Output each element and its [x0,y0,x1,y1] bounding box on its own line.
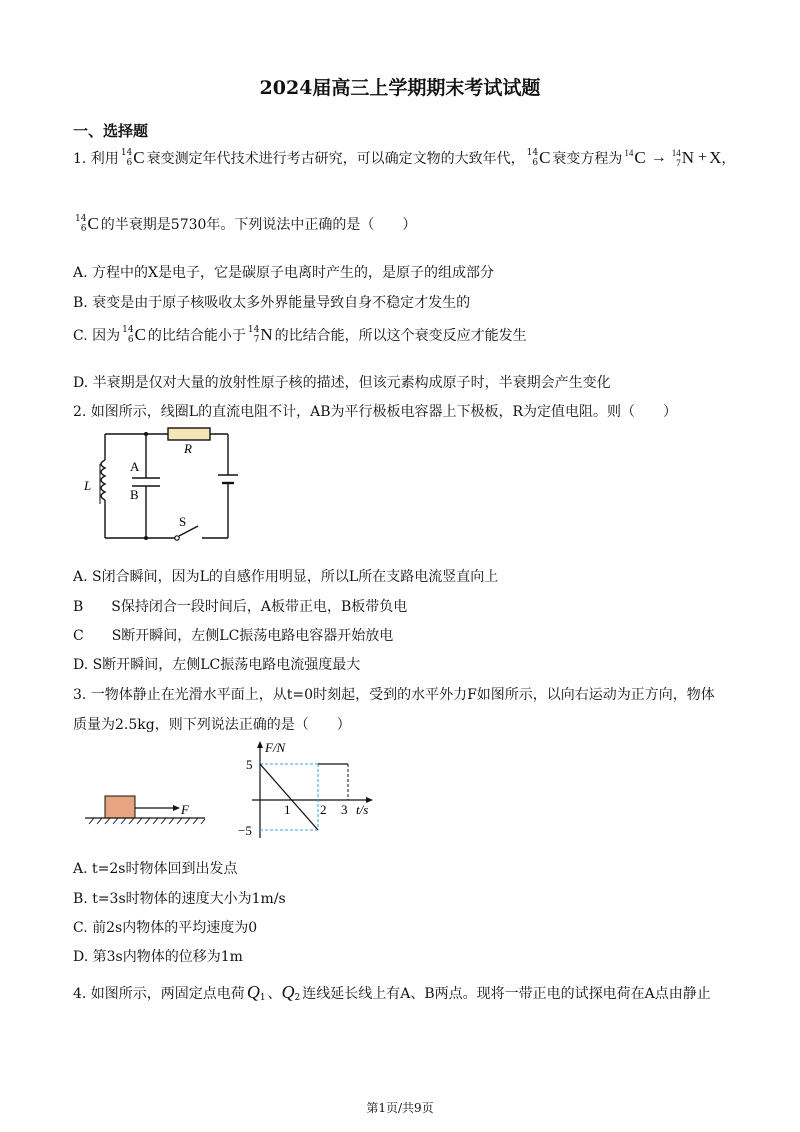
label-b: B [130,487,139,502]
n14-mass: 14 [247,325,260,335]
label-a: A [130,459,140,474]
c14-symbol: C [134,325,146,344]
q4-sep: 、 [267,986,282,1002]
block [105,796,135,818]
n14-symbol: N [260,325,273,344]
label-f: F [181,802,189,817]
q2-circuit-diagram [80,420,250,550]
y-axis-arrow-icon [257,741,263,748]
label-s: S [179,514,187,529]
section-heading: 一、选择题 [73,122,149,140]
c14-mass: 14 [120,148,133,158]
q1-option-a: A. 方程中的X是电子，它是碳原子电离时产生的，是原子的组成部分 [73,265,494,281]
c14-mass: 14 [526,148,539,158]
q4-stem [73,982,711,1003]
q1-text-1: 1. 利用 [73,151,119,167]
c14-mass: 14 [75,214,87,224]
page-title: 2024届高三上学期期末考试试题 [259,77,541,99]
q3-option-d: D. 第3s内物体的位移为1m [73,949,243,965]
eq-c-symbol: C [634,148,646,167]
q1-text-3: 衰变方程为 [552,151,623,167]
q4-text-1: 4. 如图所示，两固定点电荷 [73,986,245,1002]
graph-xlabel: t/s [356,802,369,817]
q3-option-a: A. t=2s时物体回到出发点 [73,861,238,877]
eq-n14 [672,148,694,168]
q4-text-2: 连线延长线上有A、B两点。现将一带正电的试探电荷在A点由静止 [302,986,711,1002]
tick-1: 1 [284,802,291,817]
c14-nuclide [121,148,145,168]
q2-option-c: C S断开瞬间，左侧LC振荡电路电容器开始放电 [73,628,394,644]
label-l: L [84,478,92,493]
q2-stem: 2. 如图所示，线圈L的直流电阻不计，AB为平行极板电容器上下极板，R为定值电阻。则（ ） [73,404,678,420]
q3-force-time-graph [232,738,382,844]
eq-n-symbol: N [681,148,695,167]
tick-neg5: −5 [238,823,252,838]
optc-n14 [248,325,273,345]
force-arrow-icon [173,805,180,811]
q1-option-c-text-3: 的比结合能，所以这个衰变反应才能发生 [274,328,527,344]
q3-stem-line1: 3. 一物体静止在光滑水平面上，从t=0时刻起，受到的水平外力F如图所示，以向右运动为正方向，物体 [73,687,715,703]
q3-block-diagram [85,780,210,830]
q1-option-b: B. 衰变是由于原子核吸收太多外界能量导致自身不稳定才发生的 [73,295,471,311]
c14-number: 6 [126,158,133,168]
q3-option-c: C. 前2s内物体的平均速度为0 [73,920,258,936]
q1-line1 [73,148,735,168]
q1-text-2: 衰变测定年代技术进行考古研究，可以确定文物的大致年代， [146,151,525,167]
q1-option-d: D. 半衰期是仅对大量的放射性原子核的描述，但该元素构成原子时，半衰期会产生变化 [73,375,611,391]
force-segment-1 [260,764,318,830]
q2-option-b: B S保持闭合一段时间后，A板带正电，B板带负电 [73,599,408,615]
page-footer: 第1页/共9页 [366,1101,434,1115]
q1-text-4: ， [721,151,736,167]
q1-option-c-text-1: C. 因为 [73,328,121,344]
eq-arrow: → [650,149,667,166]
q4-charge-q1-sub: 1 [259,993,266,1003]
c14-number: 6 [80,224,87,234]
tick-2: 2 [320,802,327,817]
c14-symbol: C [539,148,551,167]
q2-option-a: A. S闭合瞬间，因为L的自感作用明显，所以L所在支路电流竖直向上 [73,569,499,585]
eq-c-mass: 14 [624,148,634,158]
c14-nuclide-3 [75,214,99,234]
optc-c14 [122,325,146,345]
q1-option-c-text-2: 的比结合能小于 [147,328,246,344]
eq-c14 [624,148,645,168]
q1-text-5: 的半衰期是5730年。下列说法中正确的是（ ） [100,217,417,233]
n14-number: 7 [253,335,260,345]
c14-nuclide-2 [527,148,551,168]
q4-charge-q2: Q [281,982,295,1002]
decay-equation [622,148,721,168]
c14-symbol: C [87,214,99,233]
q1-line2 [73,214,416,234]
eq-plus: + [698,149,708,166]
q4-charge-q1: Q [246,982,260,1002]
c14-number: 6 [532,158,539,168]
q4-charge-q2-sub: 2 [294,993,301,1003]
tick-3: 3 [341,802,348,817]
eq-n-number: 7 [676,158,681,168]
graph-ylabel: F/N [265,740,286,755]
q3-stem-line2: 质量为2.5kg，则下列说法正确的是（ ） [73,717,351,733]
c14-number: 6 [127,335,134,345]
eq-x: X [709,148,722,167]
c14-symbol: C [133,148,145,167]
tick-5: 5 [246,757,253,772]
eq-n-mass: 14 [671,148,681,158]
q3-option-b: B. t=3s时物体的速度大小为1m/s [73,891,286,907]
c14-mass: 14 [122,325,134,335]
q2-option-d: D. S断开瞬间，左侧LC振荡电路电流强度最大 [73,657,361,673]
label-r: R [184,441,192,456]
q1-option-c [73,325,527,345]
